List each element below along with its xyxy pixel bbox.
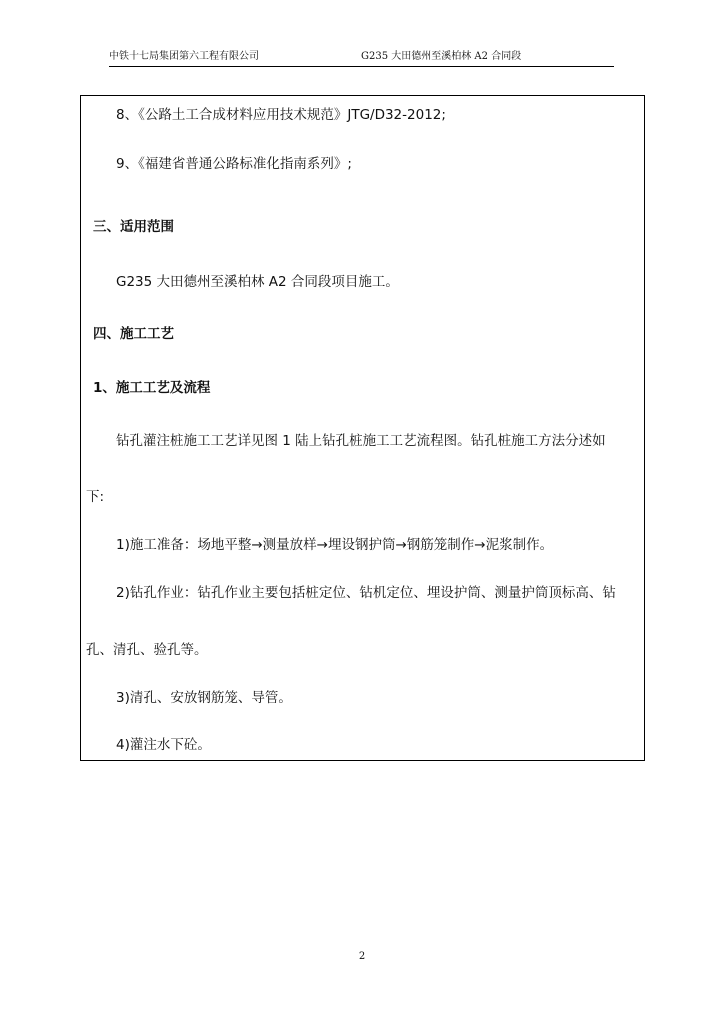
subsection-heading-flow: 1、施工工艺及流程 [93,380,211,396]
section-heading-scope: 三、适用范围 [93,219,174,235]
page-number: 2 [358,951,366,962]
step-3-cleaning: 3)清孔、安放钢筋笼、导管。 [116,690,292,706]
section-heading-process: 四、施工工艺 [93,326,174,342]
reference-item-8: 8、《公路土工合成材料应用技术规范》JTG/D32-2012; [116,107,446,123]
reference-item-9: 9、《福建省普通公路标准化指南系列》; [116,156,352,172]
step-2-drilling-line-2: 孔、清孔、验孔等。 [86,642,208,658]
process-paragraph-line-1: 钻孔灌注桩施工工艺详见图 1 陆上钻孔桩施工工艺流程图。钻孔桩施工方法分述如 [116,433,606,449]
scope-text: G235 大田德州至溪柏林 A2 合同段项目施工。 [116,274,399,290]
step-4-pouring: 4)灌注水下砼。 [116,737,211,753]
header-project: G235 大田德州至溪柏林 A2 合同段 [361,51,522,62]
header-company: 中铁十七局集团第六工程有限公司 [109,51,259,62]
content-table-cell [80,95,645,761]
process-paragraph-line-2: 下: [86,489,105,505]
step-2-drilling-line-1: 2)钻孔作业：钻孔作业主要包括桩定位、钻机定位、埋设护筒、测量护筒顶标高、钻 [116,585,616,601]
step-1-preparation: 1)施工准备：场地平整→测量放样→埋设钢护筒→钢筋笼制作→泥浆制作。 [116,537,554,553]
page-header [109,50,614,67]
